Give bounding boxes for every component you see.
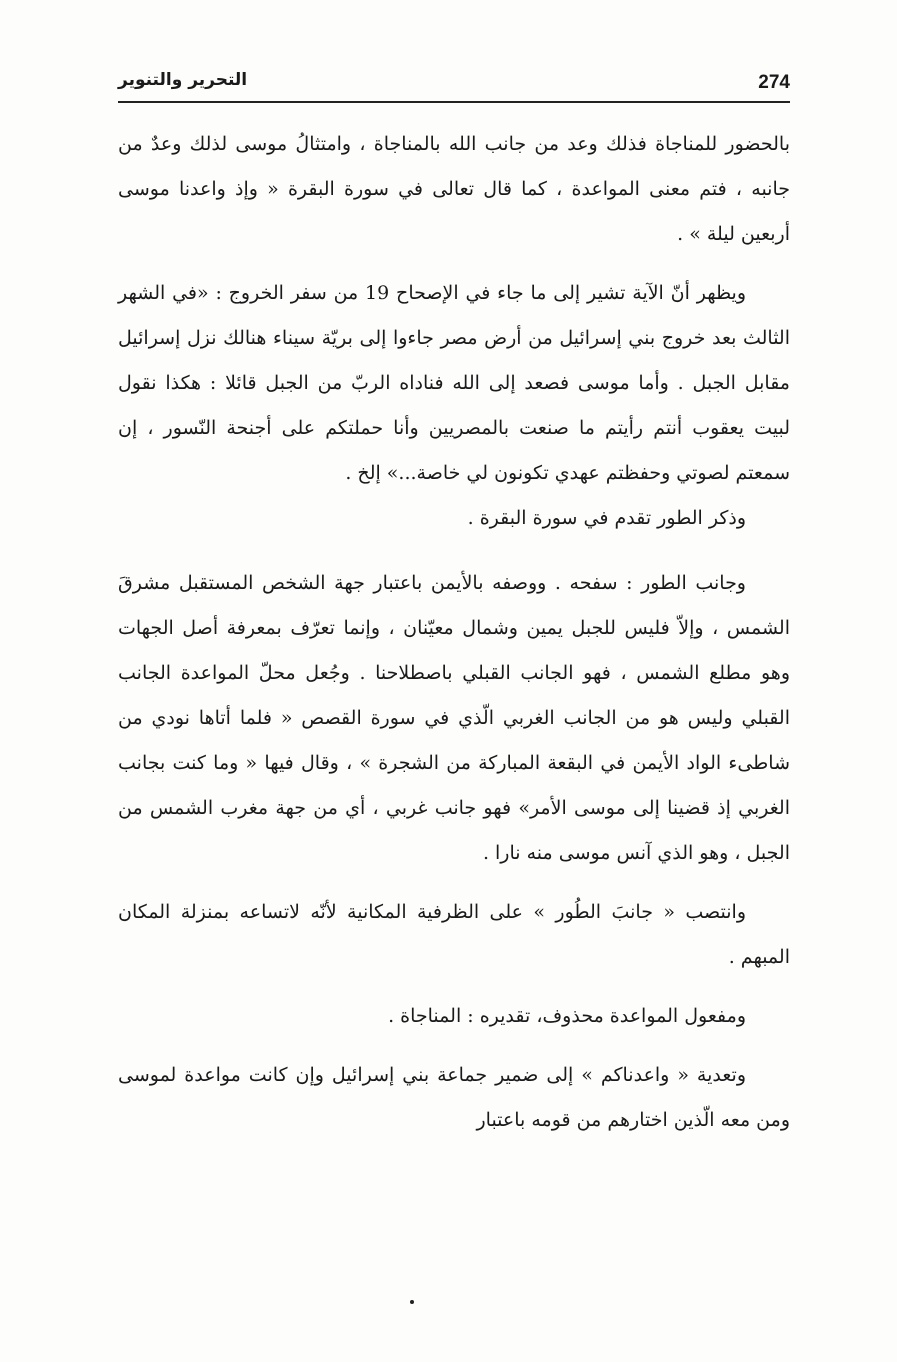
paragraph-5: وانتصب « جانبَ الطُور » على الظرفية المكانية لأنّه لاتساعه بمنزلة المكان المبهم .: [118, 901, 790, 968]
paragraph-gap: [118, 541, 790, 561]
paragraph-3: وذكر الطور تقدم في سورة البقرة .: [467, 507, 746, 529]
paragraph-2: ويظهر أنّ الآية تشير إلى ما جاء في الإصحاح 19 من سفر الخروج : «في الشهر الثالث بعد خروج بني إسرائيل من أرض مصر جاءوا إلى بريّة سيناء هنالك نزل إسرائيل مقابل الجبل . وأما موسى فصعد إلى الله فناداه الربّ من الجبل قائلا : هكذا نقول لبيت يعقوب أنتم رأيتم ما صنعت بالمصريين وأنا حملتكم على أجنحة النّسور ، إن سمعتم لصوتي وحفظتم عهدي تكونون لي خاصة...» إلخ .: [118, 282, 790, 484]
paragraph-gap: [118, 876, 790, 890]
paragraph-6: ومفعول المواعدة محذوف، تقديره : المناجاة .: [388, 1005, 746, 1027]
body-text: [118, 122, 790, 1143]
paragraph-7: وتعدية « واعدناكم » إلى ضمير جماعة بني إسرائيل وإن كانت مواعدة لموسى ومن معه الّذين اختارهم من قومه باعتبار: [118, 1064, 790, 1131]
page-header: [118, 70, 790, 104]
paragraph-gap: [118, 980, 790, 994]
header-rule: [118, 101, 790, 103]
paragraph-4: وجانب الطور : سفحه . ووصفه بالأيمن باعتبار جهة الشخص المستقبل مشرقَ الشمس ، وإلاّ فليس للجبل يمين وشمال معيّنان ، وإنما تعرّف بمعرفة أصل الجهات وهو مطلع الشمس ، فهو الجانب القبلي باصطلاحنا . وجُعل محلّ المواعدة الجانب القبلي وليس هو من الجانب الغربي الّذي في سورة القصص « فلما أتاها نودي من شاطىء الواد الأيمن في البقعة المباركة من الشجرة » ، وقال فيها « وما كنت بجانب الغربي إذ قضينا إلى موسى الأمر» فهو جانب غربي ، أي من جهة مغرب الشمس من الجبل ، وهو الذي آنس موسى منه نارا .: [118, 572, 790, 864]
footer-dot: [410, 1300, 414, 1304]
paragraph-1: بالحضور للمناجاة فذلك وعد من جانب الله بالمناجاة ، وامتثالُ موسى لذلك وعدٌ من جانبه ، فتم معنى المواعدة ، كما قال تعالى في سورة البقرة « وإذ واعدنا موسى أربعين ليلة » .: [118, 133, 790, 245]
page-number: 274: [758, 72, 790, 93]
running-title: التحرير والتنوير: [118, 70, 248, 90]
paragraph-gap: [118, 257, 790, 271]
paragraph-gap: [118, 1039, 790, 1053]
